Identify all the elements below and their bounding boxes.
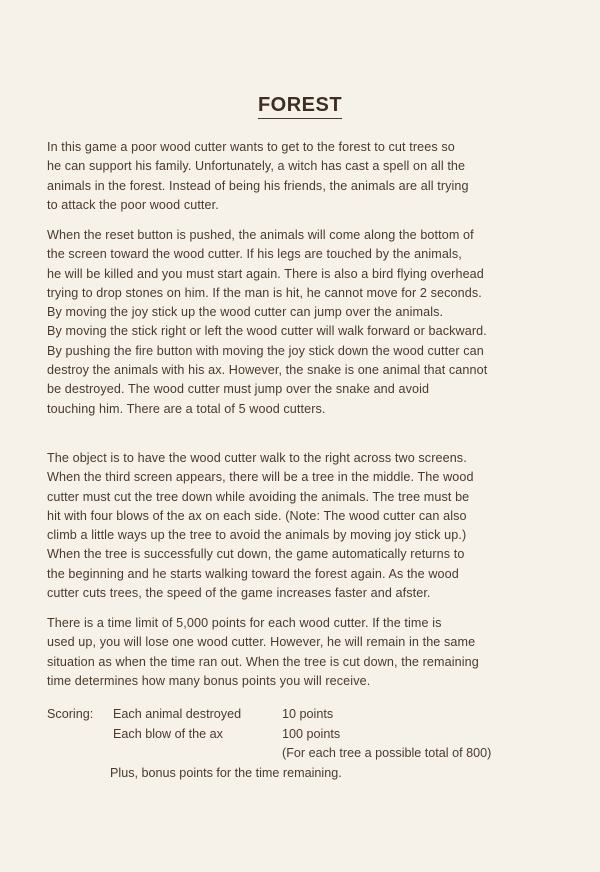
- text-line: to attack the poor wood cutter.: [47, 197, 219, 212]
- scoring-points: 10 points: [282, 707, 334, 721]
- text-line: climb a little ways up the tree to avoid the animals by moving joy stick up.): [47, 528, 467, 543]
- text-line: In this game a poor wood cutter wants to get to the forest to cut trees so: [47, 140, 455, 154]
- text-line: destroy the animals with his ax. However, the snake is one animal that cannot: [47, 363, 488, 378]
- text-line: he can support his family. Unfortunately, a witch has cast a spell on all the: [47, 159, 466, 174]
- scoring-row: [47, 725, 567, 745]
- scoring-points: 100 points: [282, 726, 341, 741]
- scoring-table: [47, 705, 567, 783]
- text-line: used up, you will lose one wood cutter. However, he will remain in the same: [47, 635, 476, 650]
- text-line: the beginning and he starts walking toward the forest again. As the wood: [47, 566, 459, 581]
- text-line: When the tree is successfully cut down, the game automatically returns to: [47, 547, 465, 562]
- text-line: cutter must cut the tree down while avoiding the animals. The tree must be: [47, 489, 470, 504]
- scoring-note-row: [47, 744, 567, 764]
- text-line: situation as when the time ran out. When the tree is cut down, the remaining: [47, 654, 479, 669]
- scoring-bonus-row: [47, 764, 567, 784]
- scoring-note: (For each tree a possible total of 800): [282, 746, 492, 760]
- text-line: hit with four blows of the ax on each side. (Note: The wood cutter can also: [47, 508, 467, 523]
- page-title-text: FOREST: [258, 93, 342, 119]
- text-line: There is a time limit of 5,000 points for each wood cutter. If the time is: [47, 616, 442, 630]
- text-line: the screen toward the wood cutter. If his legs are touched by the animals,: [47, 247, 462, 262]
- page-title: [0, 93, 600, 119]
- scoring-row: [47, 705, 567, 725]
- paragraph-intro: [47, 138, 567, 215]
- paragraph-objective: [47, 449, 567, 603]
- text-line: When the reset button is pushed, the animals will come along the bottom of: [47, 228, 474, 242]
- text-line: The object is to have the wood cutter walk to the right across two screens.: [47, 451, 467, 465]
- text-line: trying to drop stones on him. If the man is hit, he cannot move for 2 seconds.: [47, 285, 482, 300]
- text-line: time determines how many bonus points you will receive.: [47, 673, 371, 688]
- scoring-label: Scoring:: [47, 707, 94, 721]
- text-line: By moving the joy stick up the wood cutter can jump over the animals.: [47, 305, 444, 320]
- text-line: animals in the forest. Instead of being his friends, the animals are all trying: [47, 178, 469, 193]
- text-line: touching him. There are a total of 5 wood cutters.: [47, 401, 326, 416]
- text-line: When the third screen appears, there will be a tree in the middle. The wood: [47, 470, 474, 485]
- scoring-item: Each animal destroyed: [113, 707, 242, 721]
- text-line: he will be killed and you must start again. There is also a bird flying overhead: [47, 266, 484, 281]
- paragraph-controls: [47, 226, 567, 419]
- text-line: be destroyed. The wood cutter must jump over the snake and avoid: [47, 382, 430, 397]
- text-line: By moving the stick right or left the wood cutter will walk forward or backward.: [47, 324, 487, 339]
- text-line: cutter cuts trees, the speed of the game increases faster and afster.: [47, 586, 431, 601]
- text-line: By pushing the fire button with moving the joy stick down the wood cutter can: [47, 343, 484, 358]
- scoring-bonus: Plus, bonus points for the time remaining.: [110, 765, 342, 780]
- paragraph-time-limit: [47, 614, 567, 691]
- scoring-item: Each blow of the ax: [113, 726, 223, 741]
